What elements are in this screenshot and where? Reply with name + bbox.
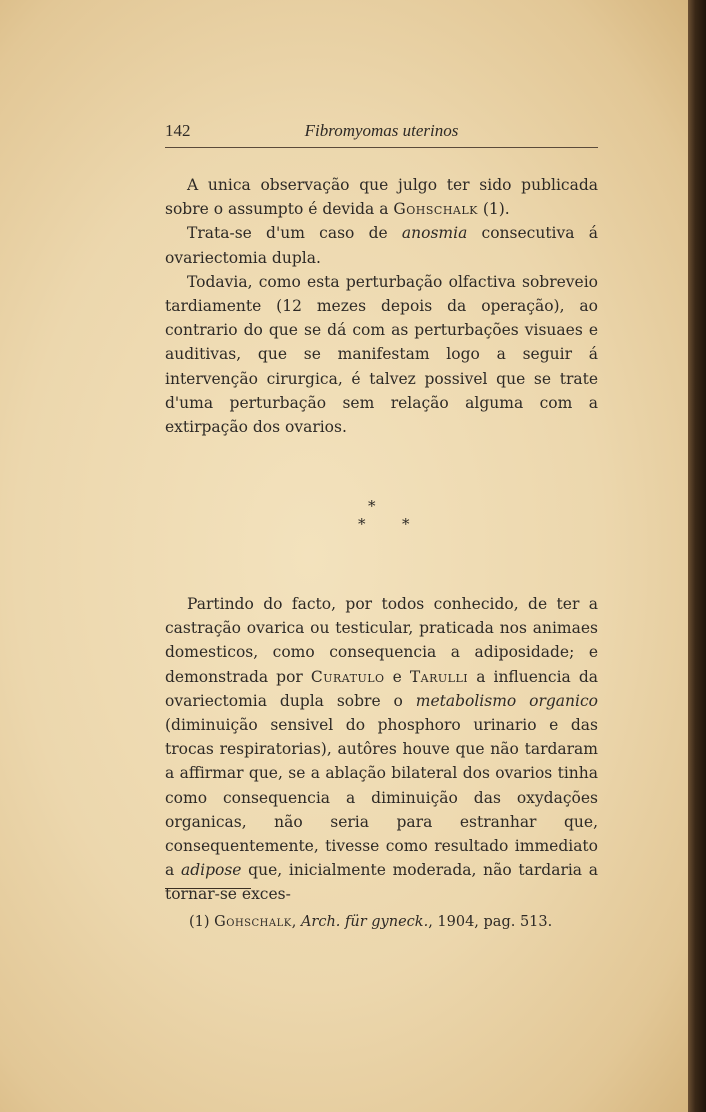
asterisk-top: * <box>368 497 376 515</box>
footnote: (1) Gohschalk, Arch. für gyneck., 1904, pag. 513. <box>189 914 553 930</box>
footnote-author: Gohschalk <box>214 914 292 930</box>
paragraph-2: Trata-se d'um caso de anosmia consecutiva á ovariectomia dupla. <box>165 224 598 267</box>
asterisk-right: * <box>402 515 410 533</box>
footnote-journal: Arch. für gyneck. <box>300 914 429 930</box>
author-name: Gohschalk <box>393 200 478 219</box>
author-name: Tarulli <box>409 667 469 686</box>
italic-term: adipose <box>180 861 242 880</box>
section-1-text <box>165 173 598 439</box>
paragraph-4: Partindo do facto, por todos conhecido, de ter a castração ovarica ou testicular, praticada nos animaes domesticos, como consequencia a adiposidade; e demonstrada por Curatulo e Tarulli a influencia da ovariectomia dupla sobre o metabolismo organico (diminuição sensivel do phosphoro urinario e das trocas respiratorias), autôres houve que não tardaram a affirmar que, se a ablação bilateral dos ovarios tinha como consequencia a diminuição das oxydações organicas, não seria para estranhar que, consequentemente, tivesse como resultado immediato a adipose que, inicialmente moderada, não tardaria a tornar-se exces- <box>165 595 598 904</box>
paragraph-1: A unica observação que julgo ter sido publicada sobre o assumpto é devida a Gohschalk (1). <box>165 176 598 219</box>
page-header <box>165 121 598 148</box>
running-title: Fibromyomas uterinos <box>304 121 459 140</box>
book-binding-edge <box>688 0 706 1112</box>
italic-term: anosmia <box>401 224 468 243</box>
footnote-divider <box>165 888 251 889</box>
asterisk-left: * <box>358 515 366 533</box>
page-number: 142 <box>165 121 191 140</box>
asterism-divider <box>345 497 415 537</box>
section-2-text <box>165 592 598 907</box>
author-name: Curatulo <box>310 667 385 686</box>
italic-term: metabolismo organico <box>415 691 598 710</box>
paragraph-3: Todavia, como esta perturbação olfactiva sobreveio tardiamente (12 mezes depois da operação), ao contrario do que se dá com as perturbações visuaes e auditivas, que se manifestam logo a seguir á intervenção cirurgica, é talvez possivel que se trate d'uma perturbação sem relação alguma com a extirpação dos ovarios. <box>165 272 598 437</box>
